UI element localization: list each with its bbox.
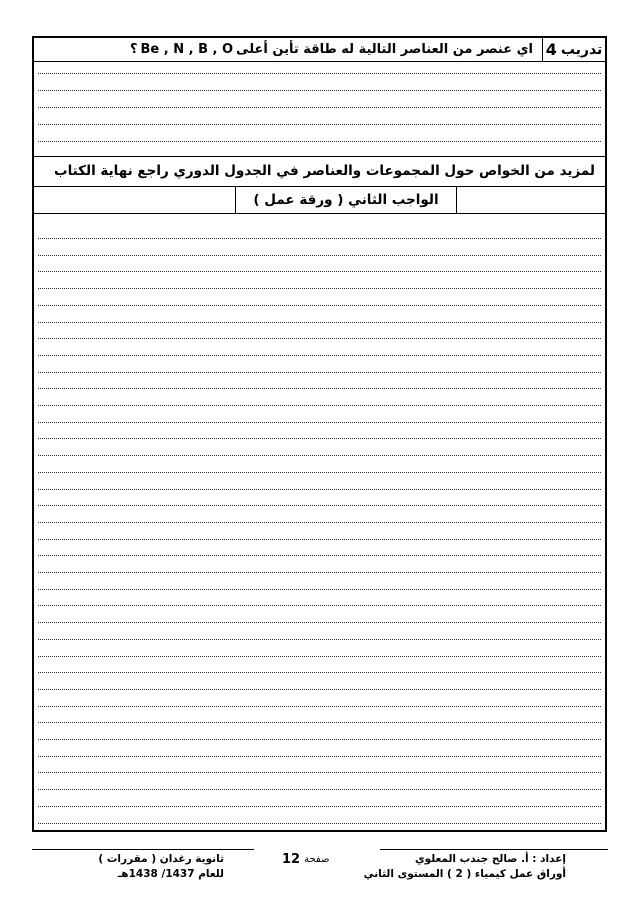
answer-line xyxy=(38,489,601,490)
answer-line xyxy=(38,422,601,423)
answer-line xyxy=(38,772,601,773)
footer-school: ثانوية رغدان ( مقررات ) xyxy=(98,853,224,865)
homework-header xyxy=(34,187,605,213)
page-label: صفحة xyxy=(304,854,330,865)
worksheet-frame xyxy=(32,36,607,832)
homework-title: الواجب الثاني ( ورقة عمل ) xyxy=(235,187,457,213)
exercise-row xyxy=(34,38,605,62)
answer-line xyxy=(38,505,601,506)
question-elements: Be , N , B , O xyxy=(140,42,234,57)
answer-line xyxy=(38,539,601,540)
footer-rule-right xyxy=(380,849,608,850)
question-mark: ؟ xyxy=(129,42,138,57)
answer-line xyxy=(38,622,601,623)
answer-line xyxy=(38,589,601,590)
answer-line xyxy=(38,672,601,673)
answer-line xyxy=(38,255,601,256)
answer-line xyxy=(38,522,601,523)
answer-line xyxy=(38,572,601,573)
answer-line xyxy=(38,472,601,473)
answer-line xyxy=(38,739,601,740)
answer-line xyxy=(38,107,601,108)
answer-line xyxy=(38,689,601,690)
answer-line xyxy=(38,90,601,91)
answer-line xyxy=(38,806,601,807)
info-note: لمزيد من الخواص حول المجموعات والعناصر في الجدول الدوري راجع نهاية الكتاب xyxy=(54,163,595,179)
exercise-number: 4 xyxy=(545,40,557,59)
section-divider xyxy=(34,156,605,157)
answer-line xyxy=(38,372,601,373)
answer-line xyxy=(38,288,601,289)
answer-line xyxy=(38,555,601,556)
question-text: اي عنصر من العناصر التالية له طاقة تأين أعلى xyxy=(236,42,533,57)
exercise-word: تدريب xyxy=(560,41,603,58)
answer-line xyxy=(38,305,601,306)
footer-author: إعداد : أ. صالح جندب المعلوي xyxy=(415,853,566,865)
answer-line xyxy=(38,355,601,356)
answer-line xyxy=(38,388,601,389)
answer-line xyxy=(38,141,601,142)
answer-line xyxy=(38,722,601,723)
footer-worksheet: أوراق عمل كيمياء ( 2 ) المستوى الثاني xyxy=(363,868,566,880)
answer-line xyxy=(38,405,601,406)
page-number: 12 xyxy=(282,852,301,867)
answer-line xyxy=(38,438,601,439)
answer-line xyxy=(38,124,601,125)
answer-line xyxy=(38,238,601,239)
exercise-label xyxy=(542,38,605,61)
answer-line xyxy=(38,322,601,323)
answer-line xyxy=(38,639,601,640)
answer-line xyxy=(38,338,601,339)
answer-line xyxy=(38,756,601,757)
answer-line xyxy=(38,656,601,657)
exercise-question xyxy=(130,38,533,61)
answer-line xyxy=(38,455,601,456)
answer-line xyxy=(38,605,601,606)
section-divider xyxy=(34,213,605,214)
answer-line xyxy=(38,73,601,74)
footer-year: للعام 1437/ 1438هـ xyxy=(117,868,224,880)
answer-line xyxy=(38,823,601,824)
page-indicator xyxy=(282,852,329,867)
footer-rule-left xyxy=(32,849,254,850)
answer-line xyxy=(38,271,601,272)
answer-line xyxy=(38,789,601,790)
answer-line xyxy=(38,706,601,707)
